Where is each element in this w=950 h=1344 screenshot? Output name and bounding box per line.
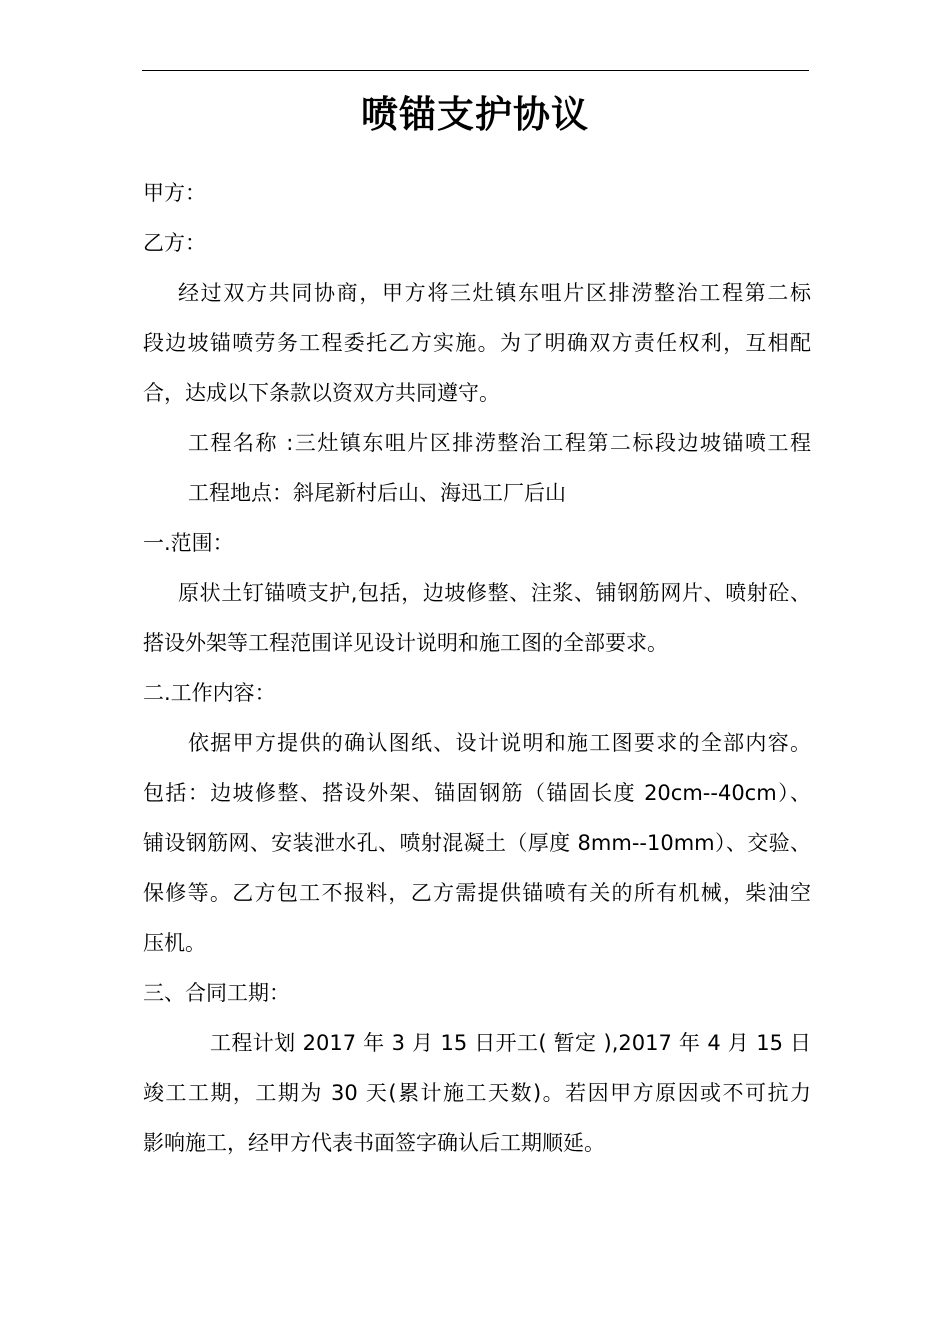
document-body [143, 168, 811, 1168]
document-title: 喷锚支护协议 [361, 93, 589, 136]
intro-paragraph-line: 经过双方共同协商，甲方将三灶镇东咀片区排涝整治工程第二标 [178, 281, 811, 305]
section-heading-scope: 一.范围： [143, 531, 234, 555]
scope-paragraph-line: 搭设外架等工程范围详见设计说明和施工图的全部要求。 [143, 631, 668, 655]
intro-paragraph-line: 合，达成以下条款以资双方共同遵守。 [143, 381, 500, 405]
contract-period-paragraph-line: 工程计划 2017 年 3 月 15 日开工( 暂定 ),2017 年 4 月 15 日 [210, 1031, 811, 1055]
contract-period-paragraph-line: 影响施工，经甲方代表书面签字确认后工期顺延。 [143, 1131, 605, 1155]
party-b-line: 乙方： [143, 231, 206, 255]
section-heading-contract-period: 三、合同工期： [143, 981, 290, 1005]
project-location-line: 工程地点：斜尾新村后山、海迅工厂后山 [188, 481, 566, 505]
party-a-line: 甲方： [143, 181, 206, 205]
header-rule [142, 70, 809, 71]
project-name-line: 工程名称 :三灶镇东咀片区排涝整治工程第二标段边坡锚喷工程 [188, 431, 811, 455]
work-content-paragraph-line: 包括：边坡修整、搭设外架、锚固钢筋（锚固长度 20cm--40cm）、 [143, 781, 811, 805]
section-heading-work-content: 二.工作内容： [143, 681, 276, 705]
scope-paragraph-line: 原状土钉锚喷支护,包括，边坡修整、注浆、铺钢筋网片、喷射砼、 [178, 581, 811, 605]
work-content-paragraph-line: 依据甲方提供的确认图纸、设计说明和施工图要求的全部内容。 [188, 731, 811, 755]
contract-period-paragraph-line: 竣工工期，工期为 30 天(累计施工天数)。若因甲方原因或不可抗力 [143, 1081, 811, 1105]
work-content-paragraph-line: 保修等。乙方包工不报料，乙方需提供锚喷有关的所有机械，柴油空 [143, 881, 811, 905]
intro-paragraph-line: 段边坡锚喷劳务工程委托乙方实施。为了明确双方责任权利，互相配 [143, 331, 811, 355]
work-content-paragraph-line: 铺设钢筋网、安装泄水孔、喷射混凝土（厚度 8mm--10mm）、交验、 [143, 831, 811, 855]
work-content-paragraph-line: 压机。 [143, 931, 206, 955]
